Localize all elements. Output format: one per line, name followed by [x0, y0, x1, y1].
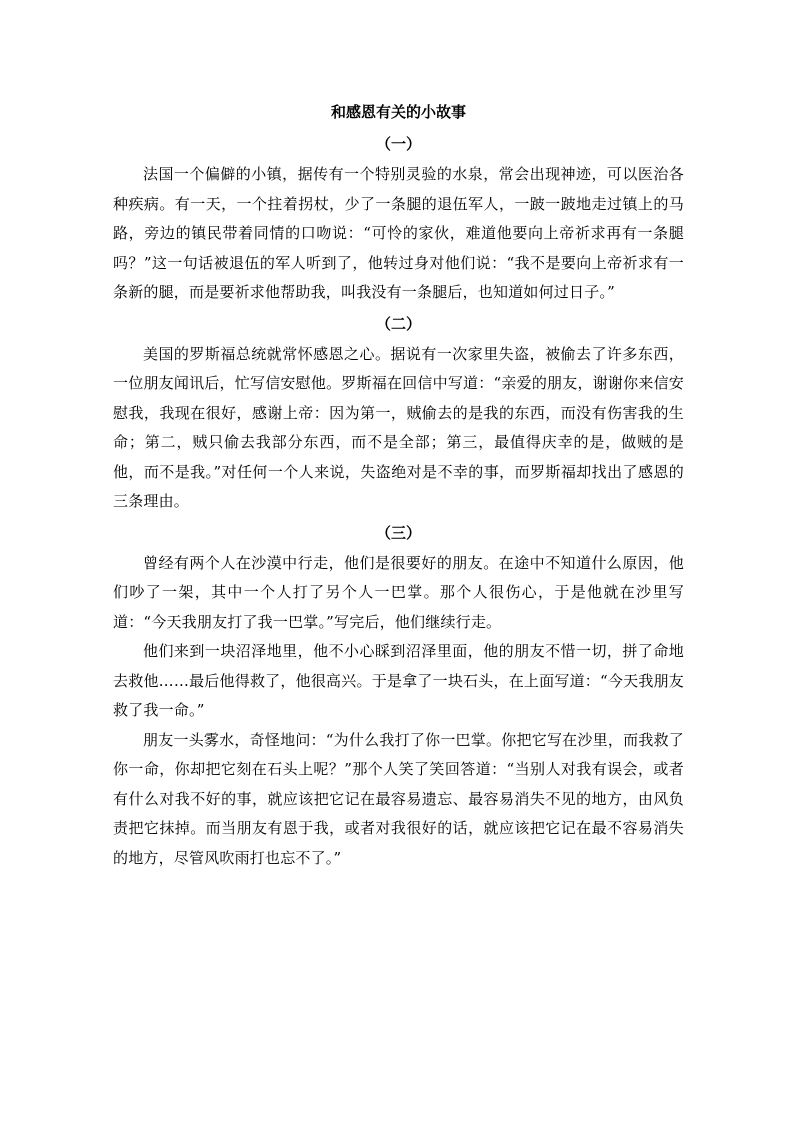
document-title: 和感恩有关的小故事	[330, 103, 466, 121]
section-heading: （一）	[375, 135, 421, 153]
paragraph: 美国的罗斯福总统就常怀感恩之心。据说有一次家里失盗，被偷去了许多东西，一位朋友闻讯后，忙写信安慰他。罗斯福在回信中写道：“亲爱的朋友，谢谢你来信安慰我，我现在很好，感谢上帝：因为第一，贼偷去的是我的东西，而没有伤害我的生命；第二，贼只偷去我部分东西，而不是全部；第三，最值得庆幸的是，做贼的是他，而不是我。”对任何一个人来说，失盗绝对是不幸的事，而罗斯福却找出了感恩的三条理由。	[113, 344, 684, 510]
section-heading: （二）	[375, 314, 421, 333]
story-section-2	[113, 308, 684, 517]
paragraph: 朋友一头雾水，奇怪地问：“为什么我打了你一巴掌。你把它写在沙里，而我救了你一命，你却把它刻在石头上呢？”那个人笑了笑回答道：“当别人对我有误会，或者有什么对我不好的事，就应该把它记在最容易遗忘、最容易消失不见的地方，由风负责把它抹掉。而当朋友有恩于我，或者对我很好的话，就应该把它记在最不容易消失的地方，尽管风吹雨打也忘不了。”	[113, 730, 684, 867]
paragraph: 法国一个偏僻的小镇，据传有一个特别灵验的水泉，常会出现神迹，可以医治各种疾病。有一天，一个拄着拐杖，少了一条腿的退伍军人，一跛一跛地走过镇上的马路，旁边的镇民带着同情的口吻说：“可怜的家伙，难道他要向上帝祈求再有一条腿吗？”这一句话被退伍的军人听到了，他转过身对他们说：“我不是要向上帝祈求有一条新的腿，而是要祈求他帮助我，叫我没有一条腿后，也知道如何过日子。”	[113, 165, 684, 301]
section-heading: （三）	[375, 523, 421, 542]
story-section-1	[113, 128, 684, 308]
paragraph: 曾经有两个人在沙漠中行走，他们是很要好的朋友。在途中不知道什么原因，他们吵了一架，其中一个人打了另个人一巴掌。那个人很伤心，于是他就在沙里写道：“今天我朋友打了我一巴掌。”写完后，他们继续行走。	[113, 553, 684, 631]
document-page	[113, 96, 684, 873]
story-section-3	[113, 517, 684, 874]
paragraph: 他们来到一块沼泽地里，他不小心睬到沼泽里面，他的朋友不惜一切，拼了命地去救他……最后他得救了，他很高兴。于是拿了一块石头，在上面写道：“今天我朋友救了我一命。”	[113, 642, 684, 719]
